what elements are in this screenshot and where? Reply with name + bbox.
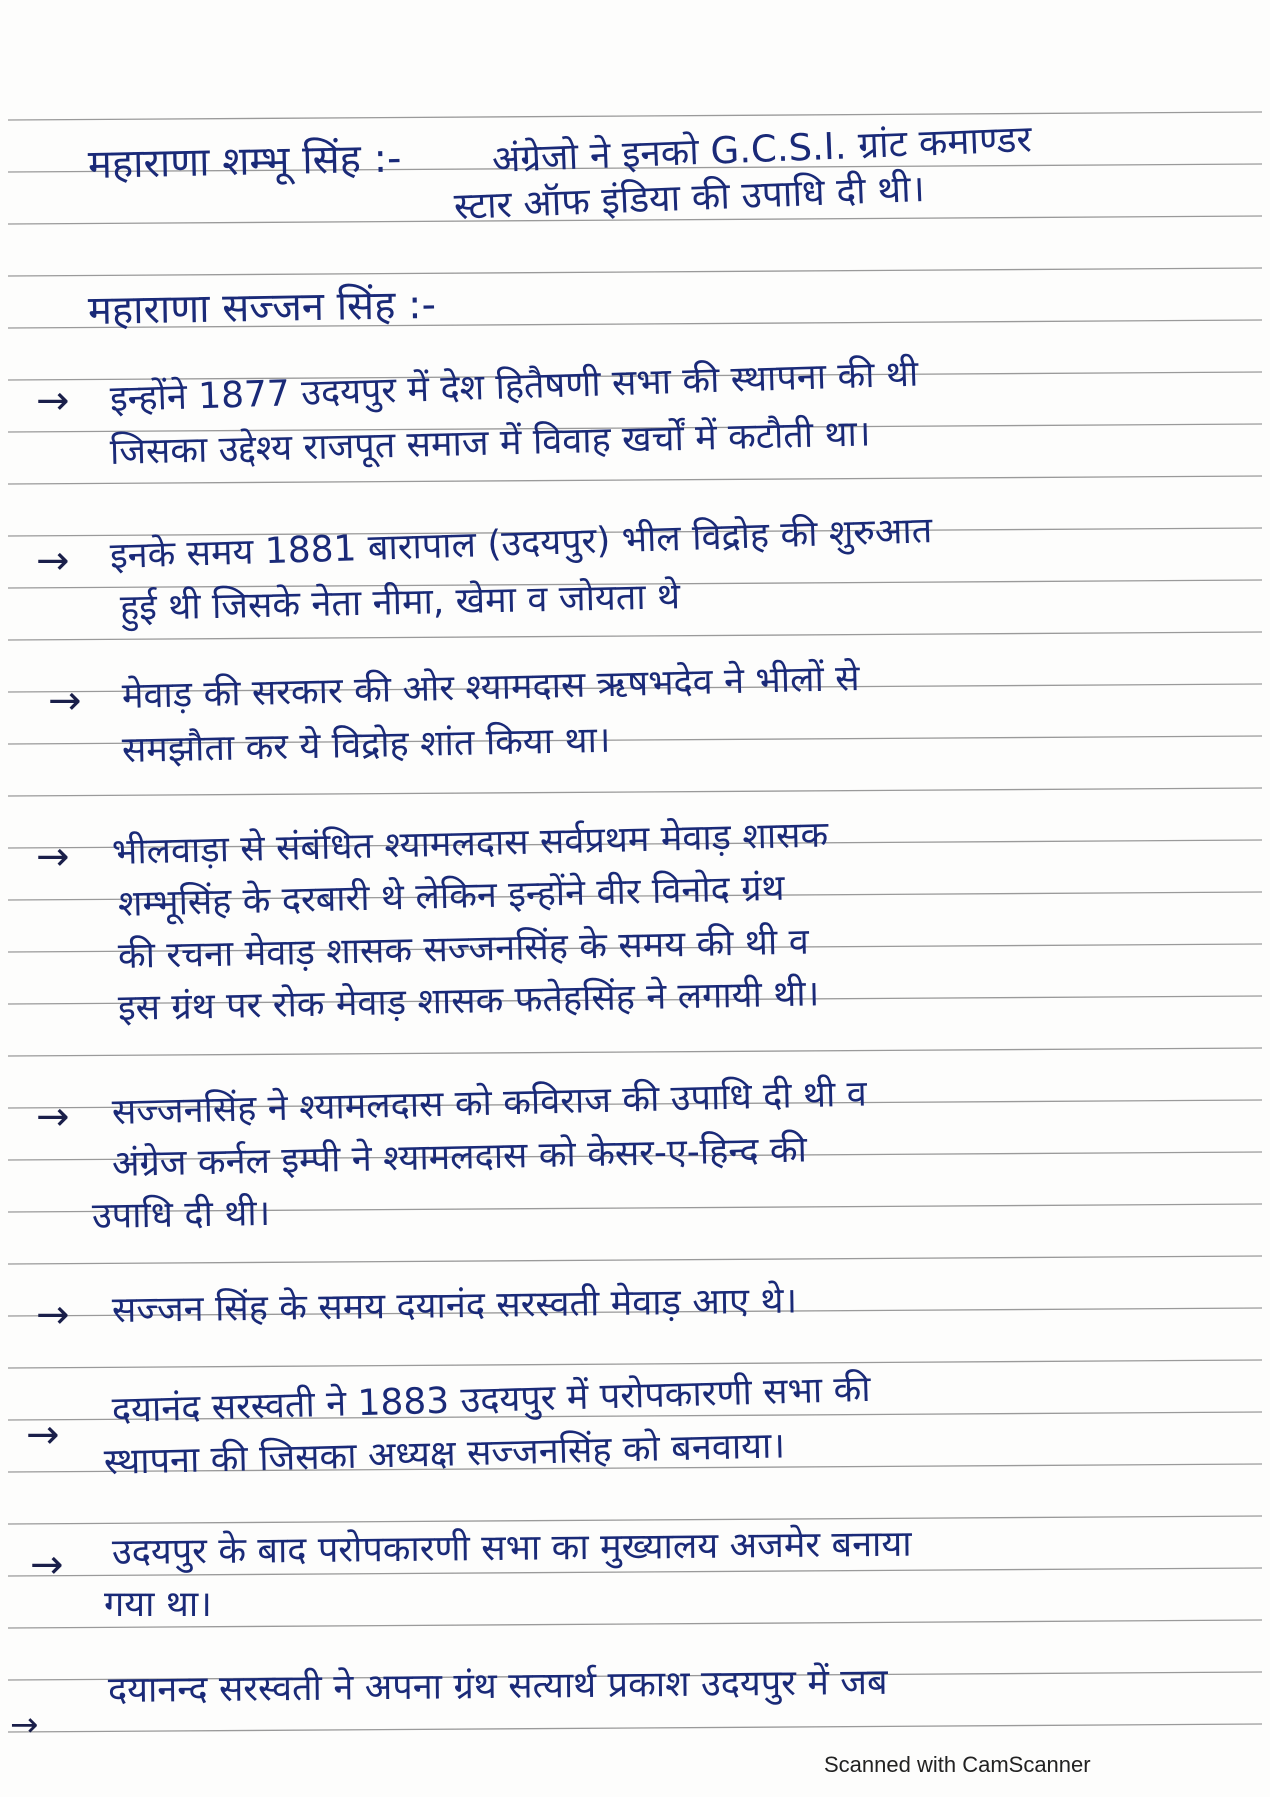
scanner-watermark: Scanned with CamScanner	[824, 1752, 1091, 1777]
ruled-line	[8, 1048, 1262, 1056]
heading-sajjan-singh: महाराणा सज्जन सिंह :-	[87, 281, 437, 334]
item-1-line-2: जिसका उद्देश्य राजपूत समाज में विवाह खर्चों में कटौती था।	[109, 413, 871, 473]
heading-shambhu-singh: महाराणा शम्भू सिंह :-	[87, 135, 402, 188]
ruled-line	[8, 1724, 1262, 1732]
item-5-line-3: उपाधि दी थी।	[91, 1192, 271, 1237]
ruled-line	[8, 112, 1262, 120]
bullet-arrow-icon: →	[36, 1094, 70, 1140]
bullet-arrow-icon: →	[30, 1542, 64, 1588]
item-3-line-1: मेवाड़ की सरकार की ओर श्यामदास ऋषभदेव ने भीलों से	[121, 657, 861, 717]
item-7-line-2: स्थापना की जिसका अध्यक्ष सज्जनसिंह को बनवाया।	[103, 1425, 786, 1483]
bullet-arrow-icon: →	[10, 1705, 39, 1745]
item-4-line-3: की रचना मेवाड़ शासक सज्जनसिंह के समय की थी व	[117, 921, 810, 977]
bullet-arrow-icon: →	[26, 1412, 60, 1458]
ruled-line	[8, 788, 1262, 796]
item-2-line-2: हुई थी जिसके नेता नीमा, खेमा व जोयता थे	[119, 576, 681, 629]
item-5-line-2: अंग्रेज कर्नल इम्पी ने श्यामलदास को केसर-ए-हिन्द की	[111, 1129, 808, 1185]
item-2-line-1: इनके समय 1881 बारापाल (उदयपुर) भील विद्रोह की शुरुआत	[109, 510, 933, 577]
ruled-line	[8, 268, 1262, 276]
item-7-line-1: दयानंद सरस्वती ने 1883 उदयपुर में परोपकारणी सभा की	[111, 1368, 872, 1431]
item-8-line-1: उदयपुर के बाद परोपकारणी सभा का मुख्यालय अजमेर बनाया	[111, 1523, 912, 1573]
item-8-line-2: गया था।	[104, 1584, 212, 1625]
item-4-line-1: भीलवाड़ा से संबंधित श्यामलदास सर्वप्रथम मेवाड़ शासक	[111, 814, 829, 873]
bullet-arrow-icon: →	[48, 678, 82, 724]
ruled-line	[8, 476, 1262, 484]
heading1-text-line-2: स्टार ऑफ इंडिया की उपाधि दी थी।	[453, 166, 926, 228]
item-5-line-1: सज्जनसिंह ने श्यामलदास को कविराज की उपाधि दी थी व	[111, 1073, 868, 1133]
heading1-text-line-1: अंग्रेजो ने इनको G.C.S.I. ग्रांट कमाण्डर	[491, 117, 1033, 181]
item-9-line-1: दयानन्द सरस्वती ने अपना ग्रंथ सत्यार्थ प्रकाश उदयपुर में जब	[107, 1661, 888, 1711]
item-3-line-2: समझौता कर ये विद्रोह शांत किया था।	[121, 719, 611, 771]
ruled-line	[8, 1256, 1262, 1264]
ruled-line	[8, 1360, 1262, 1368]
item-1-line-1: इन्होंने 1877 उदयपुर में देश हितैषणी सभा की स्थापना की थी	[109, 353, 919, 420]
item-4-line-4: इस ग्रंथ पर रोक मेवाड़ शासक फतेहसिंह ने लगायी थी।	[117, 973, 820, 1029]
bullet-arrow-icon: →	[36, 378, 70, 424]
item-6-line-1: सज्जन सिंह के समय दयानंद सरस्वती मेवाड़ आए थे।	[111, 1280, 798, 1331]
bullet-arrow-icon: →	[36, 1292, 70, 1338]
item-4-line-2: शम्भूसिंह के दरबारी थे लेकिन इन्होंने वीर विनोद ग्रंथ	[117, 867, 785, 925]
bullet-arrow-icon: →	[36, 538, 70, 584]
ruled-line	[8, 632, 1262, 640]
bullet-arrow-icon: →	[36, 834, 70, 880]
